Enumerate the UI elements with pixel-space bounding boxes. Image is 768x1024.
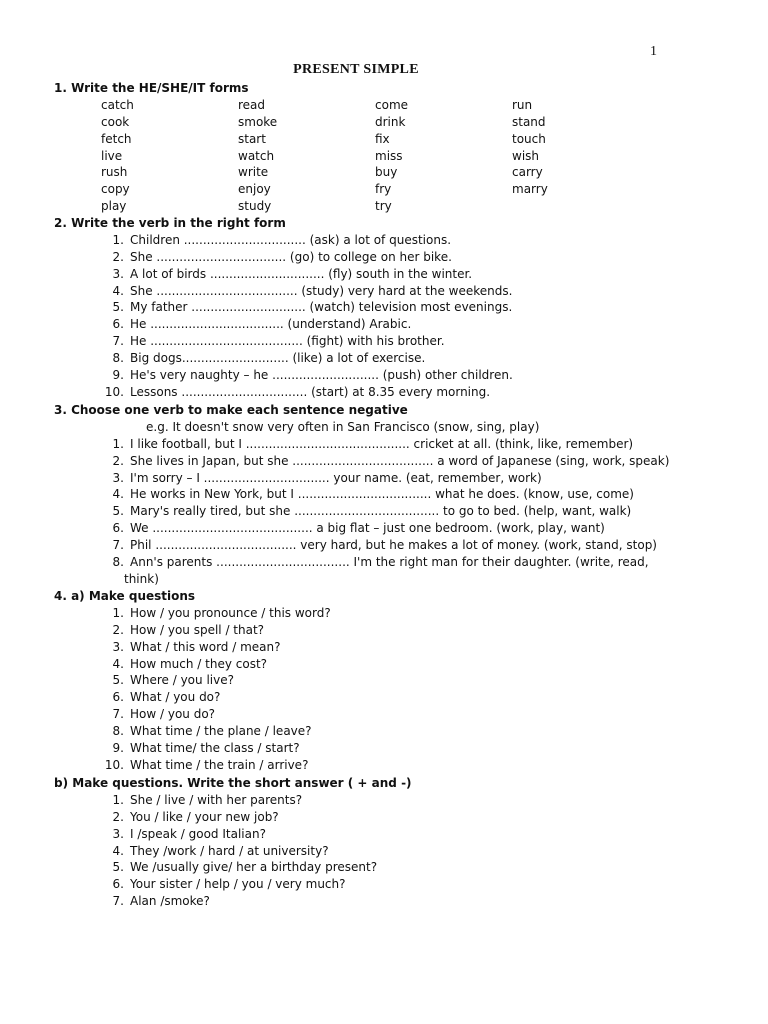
word-cell: stand [512,114,546,129]
list-item [54,283,718,300]
item-text: I /speak / good Italian? [130,826,266,841]
section-1-heading: 1. Write the HE/SHE/IT forms [54,81,249,95]
section-3-list [54,436,718,571]
item-text: What / this word / mean? [130,639,281,654]
item-text: Alan /smoke? [130,894,210,909]
section-2-list [54,232,718,401]
list-item [54,537,718,554]
list-item [54,809,718,826]
word-cell: fetch [101,131,132,146]
item-text: How much / they cost? [130,656,268,671]
item-number: 6. [112,690,124,705]
item-text: How / you do? [130,707,216,722]
item-number: 2. [112,453,124,468]
word-cell: write [238,165,269,180]
item-text: He works in New York, but I ................................... what he does. (know, use, come) [130,487,634,502]
item-text: They /work / hard / at university? [130,843,329,858]
item-text: I'm sorry – I ................................. your name. (eat, remember, work) [130,470,542,485]
section-4b-heading: b) Make questions. Write the short answer ( + and -) [54,776,412,790]
item-text: Lessons ................................. (start) at 8.35 every morning. [130,384,491,399]
word-cell: run [512,97,533,112]
item-number: 7. [112,334,124,349]
list-item [54,470,718,487]
item-text: My father .............................. (watch) television most evenings. [130,300,513,315]
list-item [54,605,718,622]
item-number: 1. [112,792,124,807]
word-cell: live [101,148,123,163]
list-item [54,503,718,520]
section-2-heading: 2. Write the verb in the right form [54,216,286,230]
item-text: Ann's parents ................................... I'm the right man for their daughter. (write, read, [130,555,649,570]
word-cell: fix [375,131,390,146]
item-number: 1. [112,232,124,247]
list-item [54,876,718,893]
word-cell: marry [512,182,548,197]
word-cell: watch [238,148,275,163]
item-number: 6. [112,877,124,892]
item-number: 7. [112,707,124,722]
item-number: 1. [112,436,124,451]
item-number: 8. [112,555,124,570]
list-item [54,333,718,350]
item-number: 10. [104,757,124,772]
list-item [54,486,718,503]
section-3-heading: 3. Choose one verb to make each sentence negative [54,403,408,417]
item-number: 7. [112,538,124,553]
word-cell: try [375,199,392,214]
item-number: 4. [112,656,124,671]
list-item [54,792,718,809]
word-cell: wish [512,148,540,163]
word-cell: copy [101,182,130,197]
list-item [54,706,718,723]
item-number: 3. [112,639,124,654]
section-4b [54,775,718,910]
item-text: You / like / your new job? [130,809,279,824]
word-cell: touch [512,131,546,146]
list-item [54,826,718,843]
word-cell: read [238,97,266,112]
item-text: How / you spell / that? [130,622,265,637]
word-cell: cook [101,114,130,129]
list-item [54,266,718,283]
item-number: 8. [112,351,124,366]
item-text: What time / the train / arrive? [130,757,309,772]
item-number: 5. [112,673,124,688]
list-item [54,367,718,384]
word-cell: enjoy [238,182,271,197]
section-4a-heading: 4. a) Make questions [54,589,196,603]
item-text: Mary's really tired, but she ...................................... to go to bed. (help, want, walk) [130,504,632,519]
item-text: What time / the plane / leave? [130,724,312,739]
item-text: She ..................................... (study) very hard at the weekends. [130,283,513,298]
item-text: She / live / with her parents? [130,792,303,807]
item-text: Your sister / help / you / very much? [130,877,346,892]
list-item [54,843,718,860]
list-item [54,316,718,333]
list-item [54,350,718,367]
item-text: We /usually give/ her a birthday present? [130,860,378,875]
list-item [54,622,718,639]
item-text: A lot of birds .............................. (fly) south in the winter. [130,266,473,281]
list-item [54,723,718,740]
section-4a [54,588,718,774]
item-text: I like football, but I ........................................... cricket at all. (think, like, remember) [130,436,634,451]
item-text: How / you pronounce / this word? [130,605,331,620]
item-text: Where / you live? [130,673,234,688]
list-item [54,740,718,757]
word-cell: start [238,131,266,146]
section-2 [54,215,718,401]
item-text: Phil ..................................... very hard, but he makes a lot of money. (work, stand, stop) [130,538,657,553]
item-number: 2. [112,622,124,637]
item-number: 9. [112,741,124,756]
list-item [54,453,718,470]
list-item [54,672,718,689]
item-number: 6. [112,521,124,536]
item-number: 6. [112,317,124,332]
list-item [54,689,718,706]
section-4b-list [54,792,718,910]
word-cell: miss [375,148,403,163]
item-number: 3. [112,470,124,485]
section-1 [54,80,718,215]
item-number: 9. [112,368,124,383]
item-number: 1. [112,605,124,620]
item-text: What time/ the class / start? [130,741,300,756]
list-item [54,554,718,571]
list-item [54,232,718,249]
section-3-item-8-continued: think) [124,571,159,586]
section-3-example: e.g. It doesn't snow very often in San Francisco (snow, sing, play) [146,419,540,434]
page-number: 1 [650,44,657,59]
item-number: 3. [112,266,124,281]
item-number: 4. [112,487,124,502]
item-text: Big dogs............................ (like) a lot of exercise. [130,351,426,366]
item-number: 4. [112,283,124,298]
list-item [54,656,718,673]
word-cell: study [238,199,272,214]
word-cell: come [375,97,409,112]
list-item [54,299,718,316]
item-number: 2. [112,249,124,264]
word-cell: catch [101,97,134,112]
item-text: What / you do? [130,690,221,705]
list-item [54,859,718,876]
item-text: Children ................................ (ask) a lot of questions. [130,232,452,247]
item-text: He ........................................ (fight) with his brother. [130,334,445,349]
item-number: 5. [112,504,124,519]
word-cell: fry [375,182,392,197]
item-text: He ................................... (understand) Arabic. [130,317,412,332]
item-number: 7. [112,894,124,909]
word-cell: drink [375,114,406,129]
word-cell: smoke [238,114,278,129]
item-text: She lives in Japan, but she ..................................... a word of Japanese (sing, work, speak) [130,453,670,468]
section-4a-list [54,605,718,774]
word-cell: rush [101,165,128,180]
item-number: 10. [104,384,124,399]
item-number: 4. [112,843,124,858]
item-number: 2. [112,809,124,824]
list-item [54,639,718,656]
page-title: PRESENT SIMPLE [293,62,419,77]
item-text: She .................................. (go) to college on her bike. [130,249,452,264]
item-number: 3. [112,826,124,841]
list-item [54,520,718,537]
item-text: We .......................................... a big flat – just one bedroom. (work, play, want) [130,521,605,536]
list-item [54,757,718,774]
word-cell: buy [375,165,398,180]
item-number: 5. [112,860,124,875]
word-cell: play [101,199,127,214]
list-item [54,436,718,453]
word-cell: carry [512,165,543,180]
section-3 [54,402,718,588]
item-number: 5. [112,300,124,315]
list-item [54,249,718,266]
item-text: He's very naughty – he ............................ (push) other children. [130,368,513,383]
word-grid [101,97,718,215]
item-number: 8. [112,724,124,739]
list-item [54,384,718,401]
list-item [54,893,718,910]
